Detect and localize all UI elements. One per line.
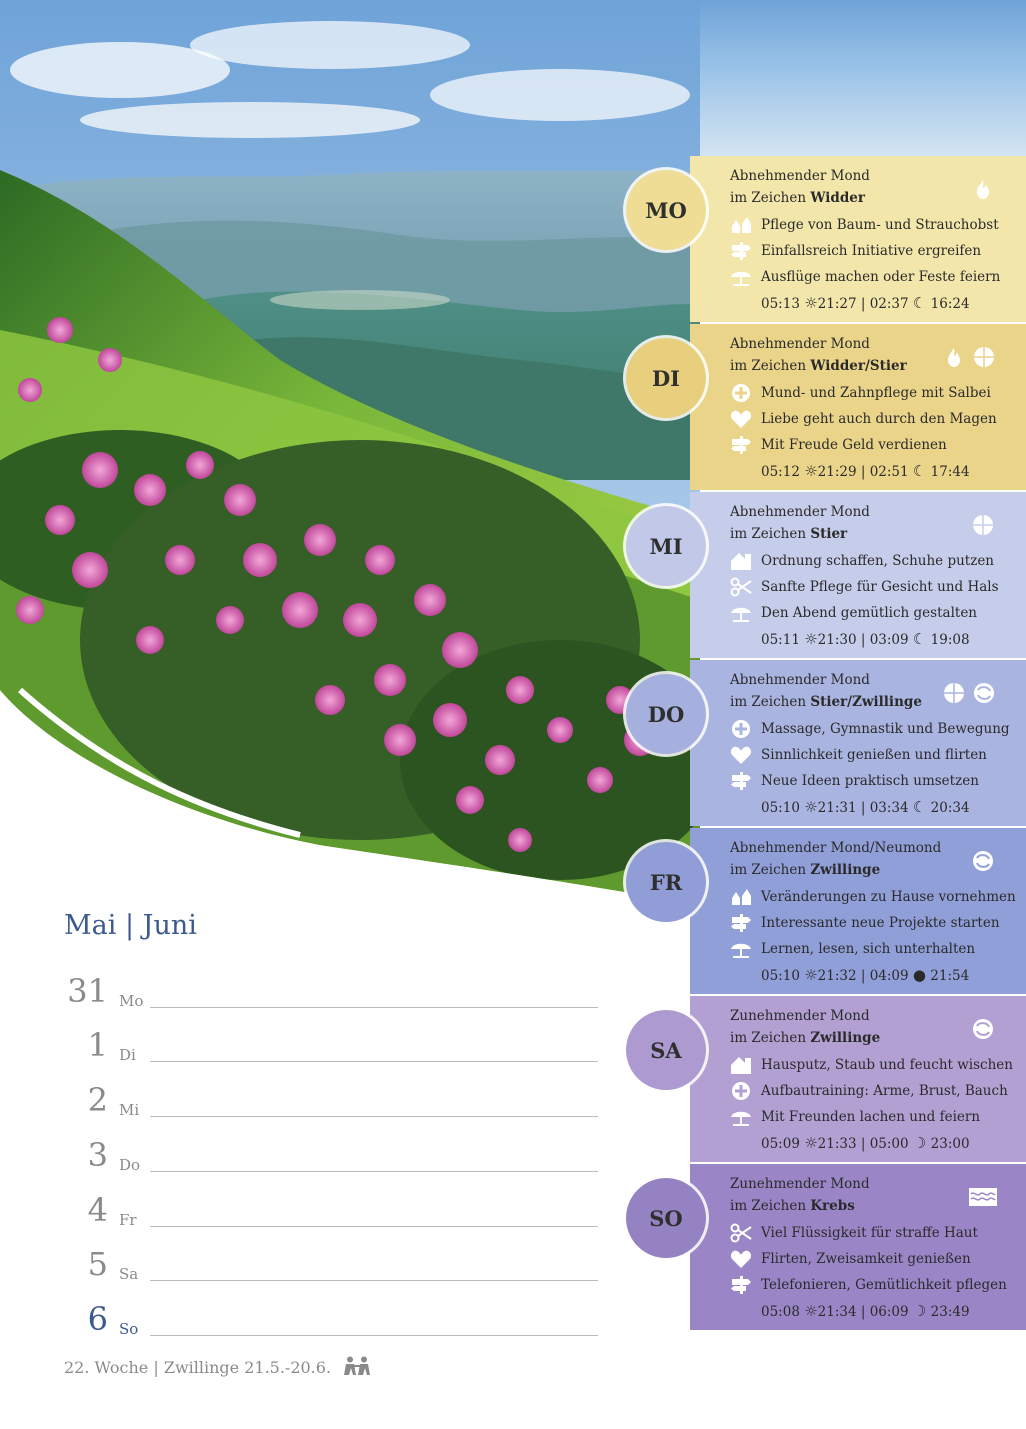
- date-row[interactable]: [60, 1235, 600, 1287]
- day-badge: MO: [626, 170, 706, 250]
- weekday-label: Sa: [119, 1265, 139, 1283]
- day-badge: SO: [626, 1178, 706, 1258]
- sun-icon: ☼: [804, 1134, 818, 1152]
- sun-moon-times: 05:08 ☼21:34 | 06:09 ☽ 23:49: [761, 1302, 970, 1320]
- moon-phase: Abnehmender Mond im Zeichen Stier/Zwillinge: [730, 672, 922, 710]
- tip-row: Pflege von Baum- und Strauchobst: [730, 214, 999, 236]
- date-number: 5: [87, 1245, 108, 1283]
- day-panel-thursday: [647, 660, 1026, 826]
- day-panel-tuesday: [651, 324, 1026, 490]
- day-badge: DO: [626, 674, 706, 754]
- sun-icon: ☼: [804, 798, 818, 816]
- moon-phase: Abnehmender Mond/Neumond im Zeichen Zwillinge: [730, 840, 942, 878]
- moon-phase: Abnehmender Mond im Zeichen Stier: [730, 504, 870, 542]
- tip-row: Hausputz, Staub und feucht wischen: [730, 1054, 1013, 1076]
- umbrella-icon: [730, 1107, 752, 1127]
- note-line[interactable]: [150, 1280, 598, 1281]
- tip-row: Sinnlichkeit genießen und flirten: [730, 744, 987, 766]
- moon-icon: ☾: [912, 462, 927, 480]
- day-panel-sunday: [649, 1164, 1026, 1330]
- umbrella-icon: [730, 603, 752, 623]
- day-panel-monday: [645, 156, 1026, 322]
- tree-icon: [730, 215, 752, 235]
- tip-row: Telefonieren, Gemütlichkeit pflegen: [730, 1274, 1007, 1296]
- moon-phase: Abnehmender Mond im Zeichen Widder/Stier: [730, 336, 907, 374]
- day-panel-wednesday: [649, 492, 1026, 658]
- earth-air-icon: [942, 682, 998, 704]
- umbrella-icon: [730, 267, 752, 287]
- signpost-icon: [730, 771, 752, 791]
- moon-icon: ☾: [912, 630, 927, 648]
- moon-icon: ☽: [912, 1134, 927, 1152]
- moon-phase: Zunehmender Mond im Zeichen Zwillinge: [730, 1008, 881, 1046]
- heart-icon: [730, 1249, 752, 1269]
- moon-phase: Zunehmender Mond im Zeichen Krebs: [730, 1176, 870, 1214]
- tip-row: Aufbautraining: Arme, Brust, Bauch: [730, 1080, 1008, 1102]
- tip-row: Mit Freude Geld verdienen: [730, 434, 947, 456]
- moon-icon: ☾: [912, 798, 927, 816]
- note-line[interactable]: [150, 1171, 598, 1172]
- weekday-label: Di: [119, 1046, 136, 1064]
- date-row[interactable]: [60, 962, 600, 1014]
- week-footer: 22. Woche | Zwillinge 21.5.-20.6.: [64, 1356, 372, 1377]
- note-line[interactable]: [150, 1116, 598, 1117]
- date-row[interactable]: [60, 1290, 600, 1342]
- heart-icon: [730, 409, 752, 429]
- tip-row: Viel Flüssigkeit für straffe Haut: [730, 1222, 978, 1244]
- day-badge: DI: [626, 338, 706, 418]
- sun-moon-times: 05:10 ☼21:32 | 04:09 ● 21:54: [761, 966, 970, 984]
- sun-moon-times: 05:12 ☼21:29 | 02:51 ☾ 17:44: [761, 462, 970, 480]
- moon-icon: ☾: [912, 294, 927, 312]
- day-badge: FR: [626, 842, 706, 922]
- tip-row: Liebe geht auch durch den Magen: [730, 408, 997, 430]
- air-icon: [968, 850, 998, 872]
- scissors-icon: [730, 577, 752, 597]
- date-number: 6: [87, 1300, 108, 1338]
- moon-phase: Abnehmender Mond im Zeichen Widder: [730, 168, 870, 206]
- tip-row: Den Abend gemütlich gestalten: [730, 602, 977, 624]
- weekday-label: So: [119, 1320, 139, 1338]
- sun-icon: ☼: [804, 462, 818, 480]
- house-icon: [730, 1055, 752, 1075]
- fire-earth-icon: [942, 346, 998, 368]
- health-cross-icon: [730, 719, 752, 739]
- tip-row: Massage, Gymnastik und Bewegung: [730, 718, 1010, 740]
- tip-row: Interessante neue Projekte starten: [730, 912, 1000, 934]
- day-panel-friday: [649, 828, 1026, 994]
- health-cross-icon: [730, 1081, 752, 1101]
- sun-icon: ☼: [804, 294, 818, 312]
- month-title: Mai | Juni: [64, 910, 197, 941]
- weekday-label: Do: [119, 1156, 141, 1174]
- sun-moon-times: 05:13 ☼21:27 | 02:37 ☾ 16:24: [761, 294, 970, 312]
- date-number: 3: [87, 1136, 108, 1174]
- scissors-icon: [730, 1223, 752, 1243]
- day-badge: SA: [626, 1010, 706, 1090]
- sun-icon: ☼: [804, 630, 818, 648]
- note-line[interactable]: [150, 1335, 598, 1336]
- date-row[interactable]: [60, 1071, 600, 1123]
- tip-row: Mit Freunden lachen und feiern: [730, 1106, 980, 1128]
- signpost-icon: [730, 1275, 752, 1295]
- tip-row: Neue Ideen praktisch umsetzen: [730, 770, 979, 792]
- new-moon-icon: ●: [912, 966, 926, 984]
- weekday-label: Mi: [119, 1101, 140, 1119]
- note-line[interactable]: [150, 1226, 598, 1227]
- tip-row: Sanfte Pflege für Gesicht und Hals: [730, 576, 999, 598]
- tip-row: Mund- und Zahnpflege mit Salbei: [730, 382, 991, 404]
- tip-row: Ordnung schaffen, Schuhe putzen: [730, 550, 994, 572]
- day-panel-saturday: [650, 996, 1026, 1162]
- tip-row: Veränderungen zu Hause vornehmen: [730, 886, 1016, 908]
- date-row[interactable]: [60, 1016, 600, 1068]
- moon-icon: ☽: [912, 1302, 927, 1320]
- signpost-icon: [730, 241, 752, 261]
- tip-row: Einfallsreich Initiative ergreifen: [730, 240, 981, 262]
- date-row[interactable]: [60, 1126, 600, 1178]
- weekday-label: Mo: [119, 992, 144, 1010]
- tip-row: Ausflüge machen oder Feste feiern: [730, 266, 1000, 288]
- sun-moon-times: 05:09 ☼21:33 | 05:00 ☽ 23:00: [761, 1134, 970, 1152]
- sun-moon-times: 05:10 ☼21:31 | 03:34 ☾ 20:34: [761, 798, 970, 816]
- date-number: 31: [67, 972, 108, 1010]
- fire-icon: [968, 178, 998, 200]
- sun-icon: ☼: [804, 966, 818, 984]
- sun-icon: ☼: [804, 1302, 818, 1320]
- tree-icon: [730, 887, 752, 907]
- water-icon: [968, 1186, 998, 1208]
- note-line[interactable]: [150, 1007, 598, 1008]
- signpost-icon: [730, 913, 752, 933]
- house-icon: [730, 551, 752, 571]
- date-number: 1: [87, 1026, 108, 1064]
- weekday-label: Fr: [119, 1211, 137, 1229]
- earth-icon: [968, 514, 998, 536]
- tip-row: Lernen, lesen, sich unterhalten: [730, 938, 975, 960]
- gemini-twins-icon: [342, 1356, 372, 1376]
- signpost-icon: [730, 435, 752, 455]
- heart-icon: [730, 745, 752, 765]
- air-icon: [968, 1018, 998, 1040]
- health-cross-icon: [730, 383, 752, 403]
- tip-row: Flirten, Zweisamkeit genießen: [730, 1248, 971, 1270]
- landscape-photo: [0, 0, 700, 900]
- day-badge: MI: [626, 506, 706, 586]
- date-number: 4: [87, 1191, 108, 1229]
- date-number: 2: [87, 1081, 108, 1119]
- date-row[interactable]: [60, 1181, 600, 1233]
- note-line[interactable]: [150, 1061, 598, 1062]
- umbrella-icon: [730, 939, 752, 959]
- sun-moon-times: 05:11 ☼21:30 | 03:09 ☾ 19:08: [761, 630, 970, 648]
